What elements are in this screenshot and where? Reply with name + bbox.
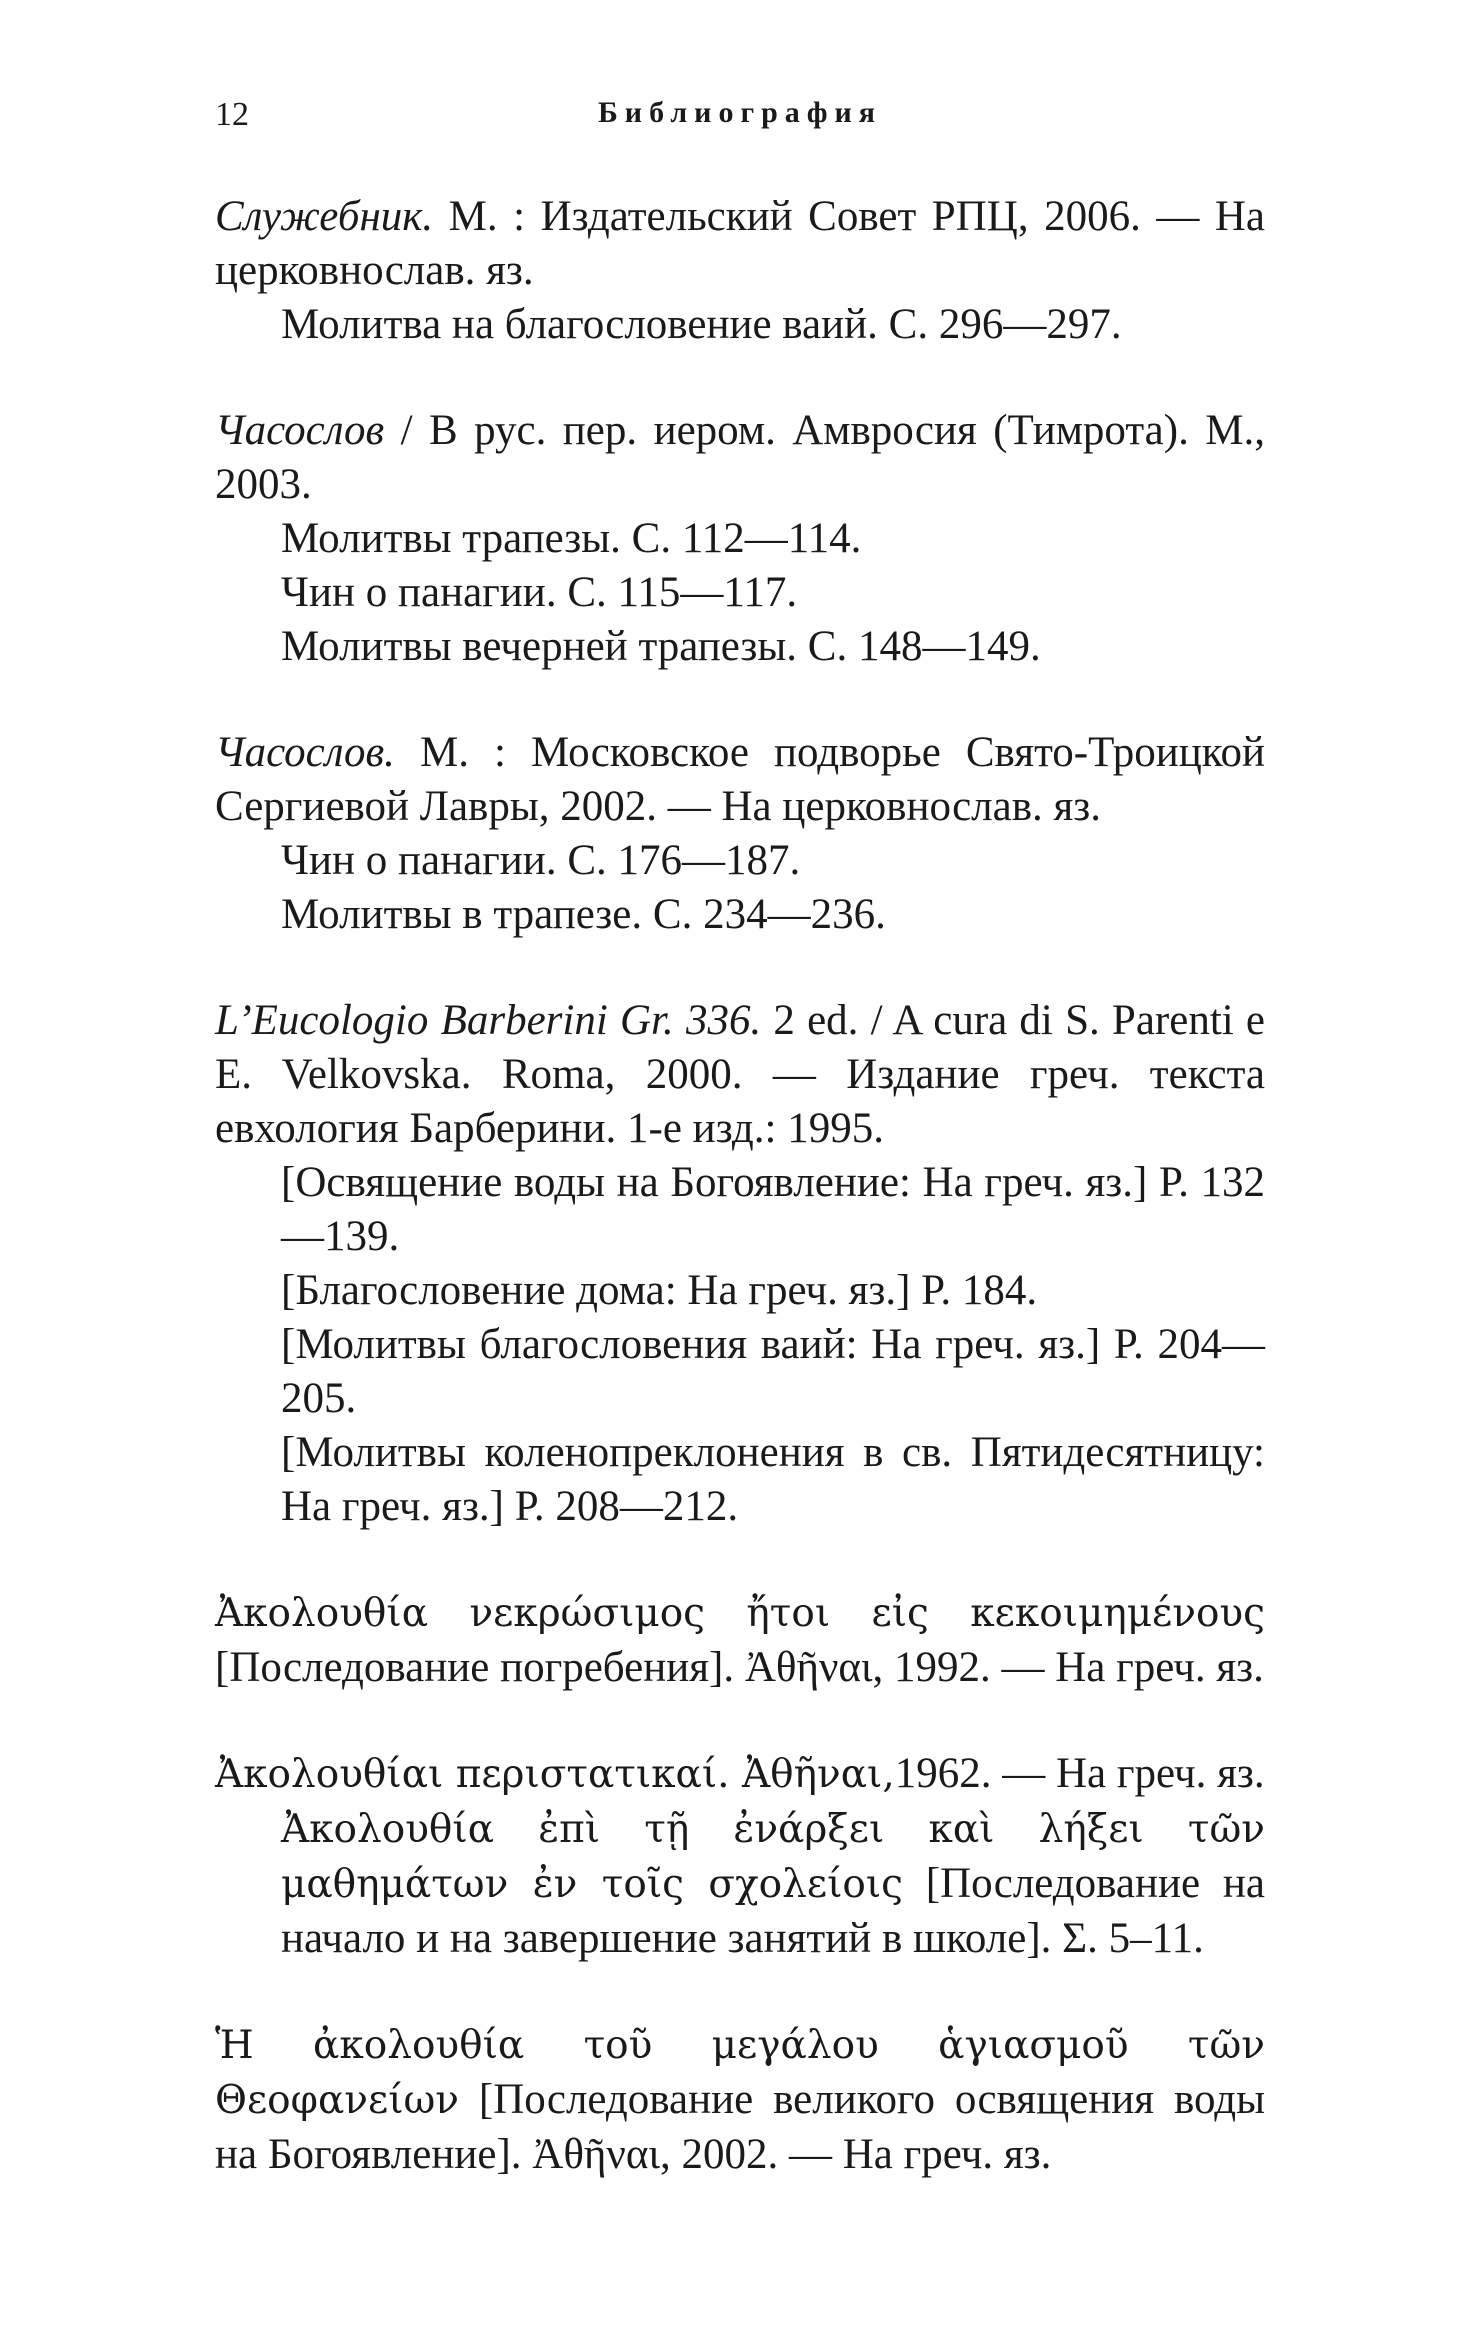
entry-details: / В рус. пер. иером. Амвросия (Тимрота). М., 2003. (215, 407, 1265, 508)
entry-title: Часослов (215, 407, 385, 454)
bibliography-entry (215, 1586, 1265, 1695)
entry-title: Часослов. (215, 729, 395, 776)
bibliography-entry (215, 2018, 1265, 2182)
entry-details: 1962. — На греч. яз. (894, 1750, 1265, 1797)
entry-subitem: Молитвы в трапезе. С. 234—236. (281, 891, 886, 938)
entry-subitem: [Молитвы коленопреклонения в св. Пятидесятницу: На греч. яз.] P. 208—212. (281, 1429, 1265, 1530)
bibliography-list (215, 190, 1265, 2234)
bibliography-entry (215, 994, 1265, 1534)
entry-subitem: [Благословение дома: На греч. яз.] P. 184. (281, 1267, 1038, 1314)
entry-details: М. : Издательский Совет РПЦ, 2006. — На церковнослав. яз. (215, 193, 1265, 294)
entry-subitem: Чин о панагии. С. 115—117. (281, 569, 798, 616)
entry-details: М. : Московское подворье Свято-Троицкой Сергиевой Лавры, 2002. — На церковнослав. яз. (215, 729, 1265, 830)
entry-details: [Последование великого освящения воды на Богоявление]. Ἀθῆναι, 2002. — На греч. яз. (215, 2076, 1265, 2178)
entry-title: Служебник. (215, 193, 434, 240)
entry-subitem: [Освящение воды на Богоявление: На греч. яз.] P. 132—139. (281, 1159, 1265, 1260)
entry-subitem: Молитвы вечерней трапезы. С. 148—149. (281, 623, 1041, 670)
entry-subitem: Молитвы трапезы. С. 112—114. (281, 515, 862, 562)
bibliography-entry (215, 726, 1265, 942)
entry-subitem: [Молитвы благословения ваий: На греч. яз.] P. 204—205. (281, 1321, 1265, 1422)
entry-subitem: Чин о панагии. С. 176—187. (281, 837, 801, 884)
entry-greek-title: Ἡ ἀκολουθία τοῦ μεγάλου ἁγιασμοῦ τῶν Θεοφανείων (215, 2023, 1265, 2123)
entry-subitem (215, 1802, 1265, 1966)
entry-subitem: Молитва на благословение ваий. С. 296—297. (281, 301, 1122, 348)
entry-greek-title: Ἀκολουθίαι περιστατικαί. Ἀθῆναι, (215, 1752, 895, 1797)
entry-lead (215, 404, 1265, 512)
entry-greek-title: Ἀκολουθία νεκρώσιμος ἤτοι εἰς κεκοιμημένους (215, 1591, 1265, 1636)
entry-lead (215, 1586, 1265, 1695)
entry-greek-subtitle: Ἀκολουθία ἐπὶ τῇ ἐνάρξει καὶ λήξει τῶν μαθημάτων ἐν τοῖς σχολείοις (281, 1807, 1265, 1907)
entry-title: L’Eucologio Barberini Gr. 336. (215, 997, 762, 1044)
entry-lead (215, 726, 1265, 834)
entry-subitem-details: [Последование на начало и на завершение занятий в школе]. Σ. 5–11. (281, 1860, 1265, 1962)
bibliography-entry (215, 190, 1265, 352)
bibliography-entry (215, 404, 1265, 674)
bibliography-entry (215, 1747, 1265, 1966)
section-title: Библиография (597, 96, 883, 129)
entry-details: 2 ed. / A cura di S. Parenti e E. Velkovska. Roma, 2000. — Издание греч. текста евхология Барберини. 1-е изд.: 1995. (215, 997, 1266, 1152)
entry-lead (215, 190, 1265, 298)
entry-lead (215, 994, 1265, 1156)
entry-details: [Последование погребения]. Ἀθῆναι, 1992. — На греч. яз. (215, 1644, 1264, 1691)
page-number: 12 (215, 96, 249, 133)
entry-lead (215, 2018, 1265, 2182)
entry-lead (215, 1747, 1265, 1802)
running-head (215, 96, 1265, 146)
